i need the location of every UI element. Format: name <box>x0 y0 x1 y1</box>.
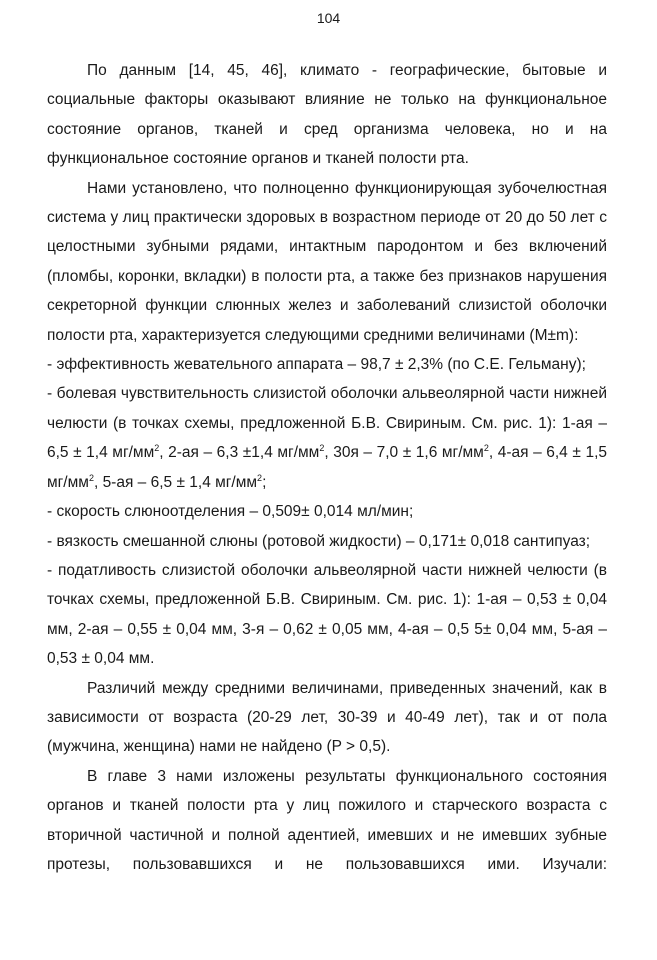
superscript: 2 <box>257 472 263 483</box>
superscript: 2 <box>319 443 325 454</box>
list-item-pain-sensitivity <box>47 379 607 497</box>
list-item-mucosa-compliance: - податливость слизистой оболочки альвеолярной части нижней челюсти (в точках схемы, предложенной Б.В. Свириным. См. рис. 1): 1-ая – 0,53 ± 0,04 мм, 2-ая – 0,55 ± 0,04 мм, 3-я – 0,62 ± 0,05 мм, 4-ая – 0,5 5± 0,04 мм, 5-ая – 0,53 ± 0,04 мм. <box>47 561 607 668</box>
superscript: 2 <box>483 443 489 454</box>
list-item-salivation-rate: - скорость слюноотделения – 0,509± 0,014 мл/мин; <box>47 503 414 521</box>
text-run: ; <box>262 473 267 491</box>
body-text <box>47 56 607 879</box>
list-item-saliva-viscosity: - вязкость смешанной слюны (ротовой жидкости) – 0,171± 0,018 сантипуаз; <box>47 532 591 550</box>
paragraph-no-differences: Различий между средними величинами, приведенных значений, как в зависимости от возраста (20-29 лет, 30-39 и 40-49 лет), так и от пола (мужчина, женщина) нами не найдено (P > 0,5). <box>47 679 607 756</box>
text-run: , 2-ая – 6,3 ±1,4 мг/мм <box>159 444 320 462</box>
superscript: 2 <box>154 443 160 454</box>
page-number: 104 <box>316 10 341 26</box>
text-run: , 4-ая – 6,4 ± 1,5 мг/мм <box>47 444 607 491</box>
text-run: , 30я – 7,0 ± 1,6 мг/мм <box>324 444 484 462</box>
paragraph-chapter-3: В главе 3 нами изложены результаты функционального состояния органов и тканей полости рта у лиц пожилого и старческого возраста с вторичной частичной и полной адентией, имевших и не имевших зубные протезы, пользовавшихся и не пользовавшихся ими. Изучали: <box>47 767 607 873</box>
superscript: 2 <box>88 472 94 483</box>
list-item-chewing-efficiency: - эффективность жевательного аппарата – 98,7 ± 2,3% (по С.Е. Гельману); <box>47 356 586 374</box>
text-run: , 5-ая – 6,5 ± 1,4 мг/мм <box>93 473 258 491</box>
paragraph-findings: Нами установлено, что полноценно функционирующая зубочелюстная система у лиц практически здоровых в возрастном периоде от 20 до 50 лет с целостными зубными рядами, интактным пародонтом и без включений (пломбы, коронки, вкладки) в полости рта, а также без признаков нарушения секреторной функции слюнных желез и заболеваний слизистой оболочки полости рта, характеризуется следующими средними величинами (M±m): <box>47 179 607 344</box>
paragraph-intro: По данным [14, 45, 46], климато - географические, бытовые и социальные факторы оказывают влияние не только на функциональное состояние органов, тканей и сред организма человека, но и на функциональное состояние органов и тканей полости рта. <box>47 62 607 168</box>
text-run: - болевая чувствительность слизистой оболочки альвеолярной части нижней челюсти (в точках схемы, предложенной Б.В. Свириным. См. рис. 1): 1-ая – 6,5 ± 1,4 мг/мм <box>47 385 607 462</box>
